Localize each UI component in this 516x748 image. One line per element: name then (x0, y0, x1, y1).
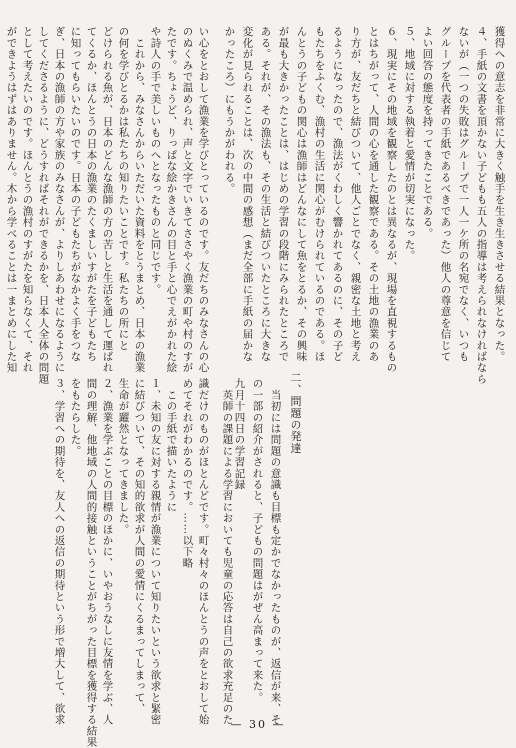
text-column: 生命が躍然となってきました。 (117, 378, 130, 535)
page-number: — 30 — (230, 718, 286, 731)
text-column: 英師の課題による学習においても児童の応答は自己の欲求充足のた (221, 378, 234, 726)
text-column: んとうの子どもの関心は漁師はどんなにして魚をとるか、その興味 (295, 26, 308, 362)
text-column: 獲得への意志を非常に大きく触手を生き生きさせる結果となった。 (493, 26, 506, 362)
text-column: 間の理解、他地域の人間的接触ということがちがった目標を獲得する結果 (85, 378, 98, 748)
text-column: とはちがって、人間の心を通した観察である。その土地の漁業のあ (367, 26, 380, 362)
text-column: 九月十四日の学習記録 (233, 378, 246, 490)
text-column: ができようはずはありません。木から学べることは一まとめにした知 (5, 26, 18, 374)
text-column: として考えたいのです。ほんとうの漁村のすがたを知らなくて、それ (21, 26, 34, 374)
text-column: 変化が見られることは、次の中間の感想（まだ全部に手紙の届かな (241, 26, 254, 362)
text-column: してくださるように、どうすればそれができるかを、日本人全体の問題 (37, 26, 50, 385)
text-column: ３、学習への期待を、友人への返信の期待という形で増大して、欲求 (53, 378, 66, 726)
text-column: ないが（一つの失敗はグループで一人一ケ所の名宛でなく、いつも (457, 26, 470, 362)
text-column: い心をとおして漁業を学びとっているのです。友だちのみなさんの心 (197, 26, 210, 374)
text-column: に結びついて、その知的欲求が人間の愛情にくるまってしまって、 (133, 378, 146, 714)
section-heading: 二、問題の発達 (289, 372, 302, 454)
text-column: るようになったので、漁法がくわしく響かれてあるのに、その子ど (331, 26, 344, 362)
text-column: ５、地域に対する執着と愛情が切実になった。 (403, 26, 416, 262)
text-column: ある。それが、その漁法も、その生活と結びついたところに大きな (259, 26, 272, 362)
text-column: ４、手紙の文書を頂かない子どもも五人の指導は考えられなければなら (475, 26, 488, 385)
text-column: の何を学びとるかは私たちの知りたいことです。私たちの所にと (117, 26, 130, 351)
text-column: ２、漁業を学ぶことの目標のほかに、いやおうなしに友情を学ぶ、人 (101, 378, 114, 726)
text-column: ６、現実にその地域を観察したのとは異なるが、現場を直視するもの (385, 26, 398, 374)
text-column: の一部の紹介がされると、子どもの問題はがぜん高まって来た。 (251, 378, 264, 703)
text-column: よい回答の態度を持ってきたことである。 (421, 26, 434, 239)
text-column: どけられる魚が、日本のどんな漁師の方の苦しと生活を通して運ばれ (101, 26, 114, 374)
text-column: めてそれがわかるのです。……以下略 (181, 378, 194, 569)
text-column: もたちをふくむ、漁村の生活に関心がむけられているのである。ほ (313, 26, 326, 362)
text-column: これから、みなさんからいただいた資料をとうまとめ、日本の漁業 (133, 26, 146, 374)
text-column: たです。ちょうど、りっぱな絵かきさんの目と手と心でえがかれた絵 (165, 26, 178, 374)
text-column: り方が、友だちと結びついて、他人ごとでなく、親密な土地と考え (349, 26, 362, 362)
text-column: 当初には問題の意識も目標も定かでなかったものが、返信が来、そ (269, 378, 282, 726)
text-column: かったころ）にもうかがわれる。 (223, 26, 236, 194)
text-column: をもたらした。 (69, 378, 82, 457)
text-column: グループを代表者の手紙であるべきであった）他人の尊意を信じて (439, 26, 452, 362)
text-column: に知ってもらいたいのです。日本の子どもたちがなかよく手をつな (69, 26, 82, 362)
text-column: 識だけのものがほとんどです。町々村々のほんとうの声をとおして始 (197, 378, 210, 726)
text-column: のぬくみで温められ、声と文字でいきてささやく漁業の町や村のすが (181, 26, 194, 374)
text-column: １、未知の友に対する親情が漁業について知りたいという欲求と緊密 (149, 378, 162, 726)
text-column: てくるか、ほんとうの日本の漁業のたくましいすがたを子どもたち (85, 26, 98, 362)
text-column: や詩人の手で美しいものへとなったものと同じです。 (149, 26, 162, 295)
text-column: この手紙で描いたように (165, 378, 178, 513)
text-column: ぎ、日本の漁師の方や家族のみなさんが、よりしあわせになるように (53, 26, 66, 374)
text-column: が最も大きかったことは、はじめの学習の段階にみられたところで (277, 26, 290, 362)
